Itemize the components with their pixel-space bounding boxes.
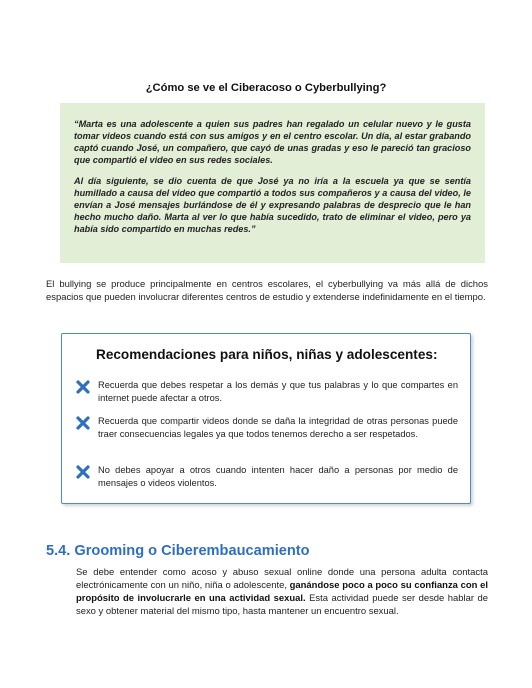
x-mark-icon — [76, 465, 90, 479]
grooming-text-before: Se debe entender como acoso y abuso sexual online donde una persona adulta contacta electrónicamente con un niño, niña o adolescente, — [76, 567, 488, 591]
x-mark-icon — [76, 380, 90, 394]
intro-paragraph: El bullying se produce principalmente en centros escolares, el cyberbullying va más allá de dichos espacios que pueden involucrar diferentes centros de estudio y extenderse indefinidamente en el tiempo. — [46, 279, 488, 303]
quote-paragraph-1: “Marta es una adolescente a quien sus padres han regalado un celular nuevo y le gusta tomar videos cuando está con sus amigos y en el centro escolar. Un día, al estar grabando captó cuando José, un compañero, que cayó de unas gradas y eso le pareció tan gracioso que compartió el video en sus redes sociales. — [74, 119, 471, 165]
recommendation-text: Recuerda que debes respetar a los demás y que tus palabras y lo que compartes en internet puede afectar a otros. — [98, 380, 458, 403]
grooming-heading: 5.4. Grooming o Ciberembaucamiento — [46, 543, 310, 559]
x-mark-icon — [76, 416, 90, 430]
section-title: ¿Cómo se ve el Ciberacoso o Cyberbullying? — [145, 82, 387, 94]
recommendation-text: No debes apoyar a otros cuando intenten hacer daño a personas por medio de mensajes o videos violentos. — [98, 465, 458, 488]
grooming-text-bold: ganándose poco a poco su confianza con el propósito de involucrarle en una actividad sexual. — [76, 580, 488, 604]
grooming-paragraph — [76, 566, 488, 618]
recommendation-text: Recuerda que compartir videos donde se daña la integridad de otras personas puede traer consecuencias legales ya que todos tenemos derecho a ser respetados. — [98, 416, 458, 439]
grooming-text-after: Esta actividad puede ser desde hablar de sexo y obtener material del mismo tipo, hasta mantener un encuentro sexual. — [76, 593, 488, 617]
quote-paragraph-2: Al día siguiente, se dio cuenta de que José ya no iría a la escuela ya que se sentía humillado a causa del video que compartió a todos sus compañeros y a causa del video, le envían a José mensajes burlándose de él y expresando palabras de desprecio que le han hecho mucho daño. Marta al ver lo que había sucedido, trato de eliminar el video, pero ya había sido compartido en muchas redes.” — [74, 176, 471, 234]
recommendations-title: Recomendaciones para niños, niñas y adolescentes: — [96, 347, 438, 362]
case-quote-box — [60, 103, 485, 263]
recommendations-box — [61, 333, 471, 504]
